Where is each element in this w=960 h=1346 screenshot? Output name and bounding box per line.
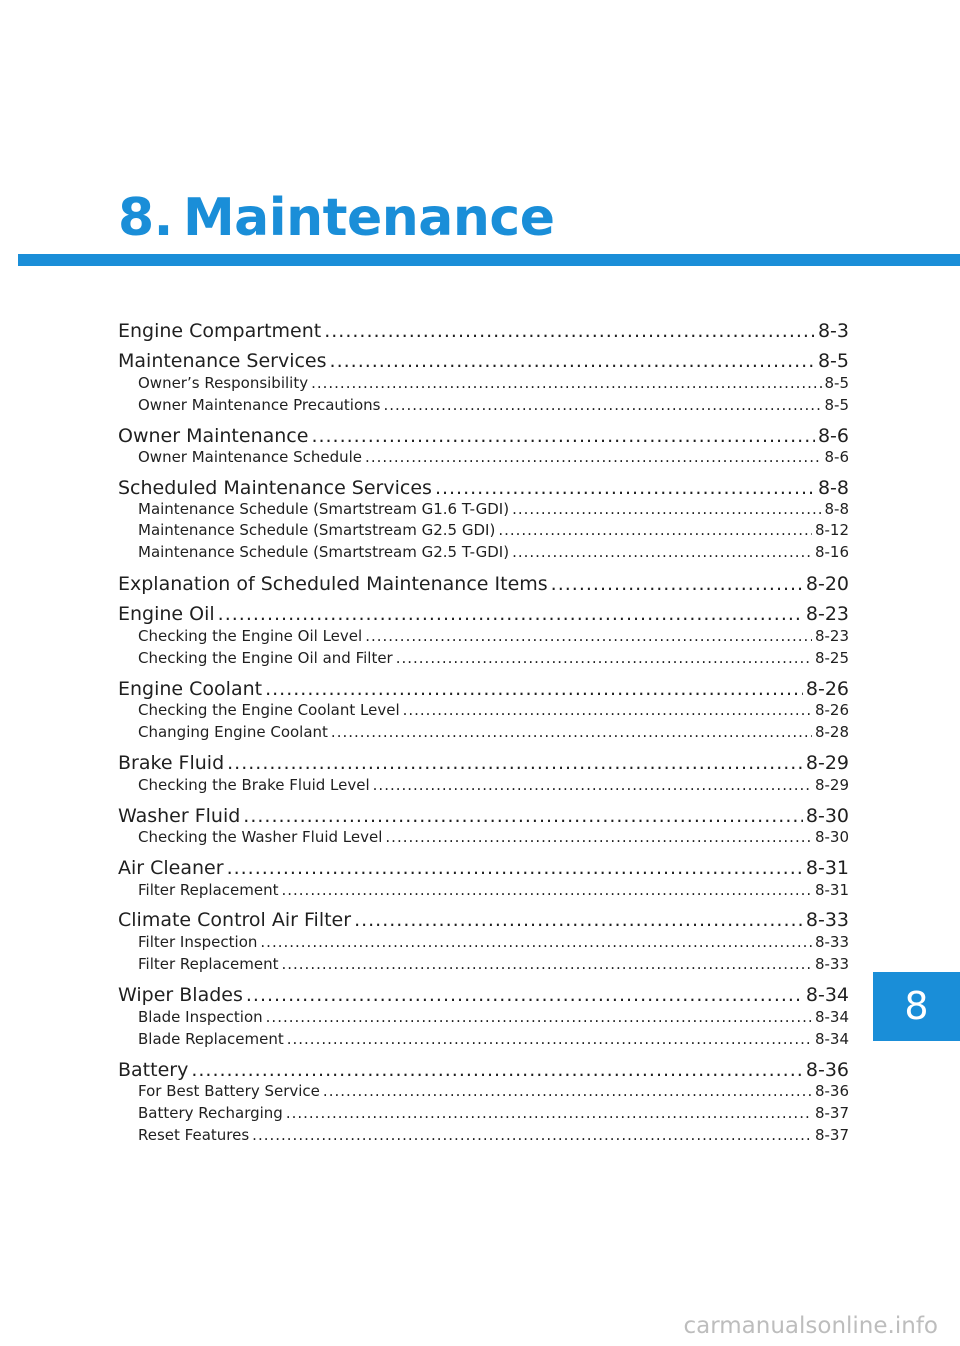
toc-dot-leader <box>311 373 821 393</box>
toc-dot-leader <box>246 982 803 1008</box>
toc-entry-page: 8-28 <box>814 723 849 741</box>
toc-entry-label: For Best Battery Service <box>138 1082 320 1100</box>
toc-dot-leader <box>266 1007 812 1027</box>
toc-subsection-entry[interactable] <box>118 373 849 393</box>
toc-section-entry[interactable] <box>118 907 849 933</box>
toc-subsection-entry[interactable] <box>118 447 849 467</box>
toc-dot-leader <box>435 475 815 501</box>
toc-entry-page: 8-29 <box>814 776 849 794</box>
toc-dot-leader <box>191 1057 803 1083</box>
toc-dot-leader <box>227 855 803 881</box>
toc-section-entry[interactable] <box>118 571 849 597</box>
toc-dot-leader <box>331 722 812 742</box>
toc-entry-label: Owner Maintenance Schedule <box>138 448 363 466</box>
toc-section-entry[interactable] <box>118 803 849 829</box>
toc-subsection-entry[interactable] <box>118 520 849 540</box>
toc-dot-leader <box>286 1103 812 1123</box>
toc-dot-leader <box>281 880 811 900</box>
toc-subsection-entry[interactable] <box>118 880 849 900</box>
toc-dot-leader <box>498 520 812 540</box>
toc-dot-leader <box>385 827 812 847</box>
toc-entry-label: Blade Replacement <box>138 1030 284 1048</box>
toc-dot-leader <box>354 907 803 933</box>
toc-entry-label: Owner’s Responsibility <box>138 374 309 392</box>
watermark: carmanualsonline.info <box>683 1313 938 1339</box>
toc-dot-leader <box>311 423 815 449</box>
toc-entry-page: 8-37 <box>814 1126 849 1144</box>
toc-entry-page: 8-5 <box>817 350 849 372</box>
toc-entry-page: 8-5 <box>824 374 849 392</box>
toc-entry-page: 8-33 <box>805 909 849 931</box>
toc-subsection-entry[interactable] <box>118 775 849 795</box>
toc-entry-label: Wiper Blades <box>118 984 243 1006</box>
toc-dot-leader <box>373 775 812 795</box>
toc-entry-label: Maintenance Schedule (Smartstream G2.5 GDI) <box>138 521 496 539</box>
toc-dot-leader <box>512 499 821 519</box>
toc-entry-page: 8-36 <box>805 1059 849 1081</box>
toc-section-entry[interactable] <box>118 1057 849 1083</box>
toc-subsection-entry[interactable] <box>118 542 849 562</box>
toc-dot-leader <box>512 542 812 562</box>
toc-entry-page: 8-16 <box>814 543 849 561</box>
toc-entry-label: Maintenance Schedule (Smartstream G2.5 T-GDI) <box>138 543 510 561</box>
toc-entry-page: 8-8 <box>817 477 849 499</box>
toc-section-entry[interactable] <box>118 601 849 627</box>
toc-dot-leader <box>252 1125 812 1145</box>
toc-entry-label: Reset Features <box>138 1126 250 1144</box>
toc-entry-page: 8-8 <box>824 500 849 518</box>
toc-entry-page: 8-25 <box>814 649 849 667</box>
toc-dot-leader <box>218 601 803 627</box>
toc-entry-label: Battery <box>118 1059 189 1081</box>
toc-entry-page: 8-12 <box>814 521 849 539</box>
toc-entry-page: 8-37 <box>814 1104 849 1122</box>
toc-subsection-entry[interactable] <box>118 499 849 519</box>
toc-dot-leader <box>243 803 803 829</box>
toc-entry-page: 8-36 <box>814 1082 849 1100</box>
toc-subsection-entry[interactable] <box>118 626 849 646</box>
toc-dot-leader <box>323 1081 812 1101</box>
toc-entry-page: 8-26 <box>805 678 849 700</box>
toc-entry-page: 8-30 <box>805 805 849 827</box>
toc-section-entry[interactable] <box>118 855 849 881</box>
toc-entry-label: Engine Oil <box>118 603 215 625</box>
toc-entry-page: 8-23 <box>805 603 849 625</box>
toc-entry-page: 8-3 <box>817 320 849 342</box>
toc-dot-leader <box>287 1029 812 1049</box>
toc-dot-leader <box>403 700 812 720</box>
toc-entry-page: 8-34 <box>805 984 849 1006</box>
toc-entry-label: Checking the Engine Oil Level <box>138 627 363 645</box>
toc-section-entry[interactable] <box>118 423 849 449</box>
toc-entry-label: Engine Compartment <box>118 320 322 342</box>
toc-entry-page: 8-29 <box>805 752 849 774</box>
toc-entry-label: Explanation of Scheduled Maintenance Items <box>118 573 548 595</box>
toc-entry-page: 8-31 <box>805 857 849 879</box>
chapter-tab[interactable]: 8 <box>873 972 960 1041</box>
toc-entry-page: 8-33 <box>814 955 849 973</box>
toc-section-entry[interactable] <box>118 318 849 344</box>
toc-entry-label: Scheduled Maintenance Services <box>118 477 432 499</box>
toc-entry-page: 8-33 <box>814 933 849 951</box>
toc-entry-label: Checking the Washer Fluid Level <box>138 828 383 846</box>
toc-subsection-entry[interactable] <box>118 1007 849 1027</box>
toc-entry-label: Air Cleaner <box>118 857 224 879</box>
toc-subsection-entry[interactable] <box>118 722 849 742</box>
toc-dot-leader <box>324 318 815 344</box>
toc-entry-page: 8-26 <box>814 701 849 719</box>
toc-subsection-entry[interactable] <box>118 1125 849 1145</box>
toc-section-entry[interactable] <box>118 348 849 374</box>
chapter-title-text: Maintenance <box>182 188 555 248</box>
toc-entry-page: 8-34 <box>814 1008 849 1026</box>
toc-dot-leader <box>551 571 803 597</box>
toc-entry-page: 8-31 <box>814 881 849 899</box>
table-of-contents <box>118 0 849 1346</box>
toc-entry-label: Filter Replacement <box>138 881 279 899</box>
toc-entry-label: Blade Inspection <box>138 1008 263 1026</box>
toc-entry-label: Checking the Engine Oil and Filter <box>138 649 393 667</box>
toc-entry-label: Washer Fluid <box>118 805 241 827</box>
toc-dot-leader <box>383 395 821 415</box>
toc-entry-label: Maintenance Schedule (Smartstream G1.6 T-GDI) <box>138 500 510 518</box>
toc-entry-page: 8-6 <box>817 425 849 447</box>
toc-subsection-entry[interactable] <box>118 1103 849 1123</box>
toc-subsection-entry[interactable] <box>118 827 849 847</box>
toc-entry-page: 8-23 <box>814 627 849 645</box>
toc-entry-page: 8-20 <box>805 573 849 595</box>
toc-entry-label: Checking the Engine Coolant Level <box>138 701 400 719</box>
toc-entry-label: Brake Fluid <box>118 752 225 774</box>
toc-dot-leader <box>330 348 815 374</box>
toc-subsection-entry[interactable] <box>118 700 849 720</box>
toc-section-entry[interactable] <box>118 750 849 776</box>
toc-entry-label: Changing Engine Coolant <box>138 723 328 741</box>
toc-section-entry[interactable] <box>118 475 849 501</box>
toc-entry-label: Engine Coolant <box>118 678 263 700</box>
toc-subsection-entry[interactable] <box>118 1029 849 1049</box>
toc-entry-page: 8-34 <box>814 1030 849 1048</box>
toc-dot-leader <box>281 954 811 974</box>
toc-section-entry[interactable] <box>118 982 849 1008</box>
toc-entry-label: Battery Recharging <box>138 1104 283 1122</box>
chapter-number: 8. <box>118 188 173 248</box>
toc-entry-label: Checking the Brake Fluid Level <box>138 776 370 794</box>
toc-subsection-entry[interactable] <box>118 954 849 974</box>
toc-entry-page: 8-5 <box>824 396 849 414</box>
toc-entry-label: Maintenance Services <box>118 350 327 372</box>
toc-entry-page: 8-6 <box>824 448 849 466</box>
toc-subsection-entry[interactable] <box>118 1081 849 1101</box>
toc-subsection-entry[interactable] <box>118 395 849 415</box>
toc-entry-label: Filter Inspection <box>138 933 258 951</box>
toc-section-entry[interactable] <box>118 676 849 702</box>
toc-entry-label: Climate Control Air Filter <box>118 909 352 931</box>
toc-entry-page: 8-30 <box>814 828 849 846</box>
toc-entry-label: Owner Maintenance Precautions <box>138 396 381 414</box>
toc-dot-leader <box>365 447 821 467</box>
toc-dot-leader <box>365 626 812 646</box>
toc-dot-leader <box>227 750 803 776</box>
toc-dot-leader <box>396 648 812 668</box>
toc-dot-leader <box>265 676 803 702</box>
toc-entry-label: Filter Replacement <box>138 955 279 973</box>
toc-dot-leader <box>260 932 812 952</box>
toc-subsection-entry[interactable] <box>118 932 849 952</box>
toc-subsection-entry[interactable] <box>118 648 849 668</box>
toc-entry-label: Owner Maintenance <box>118 425 309 447</box>
